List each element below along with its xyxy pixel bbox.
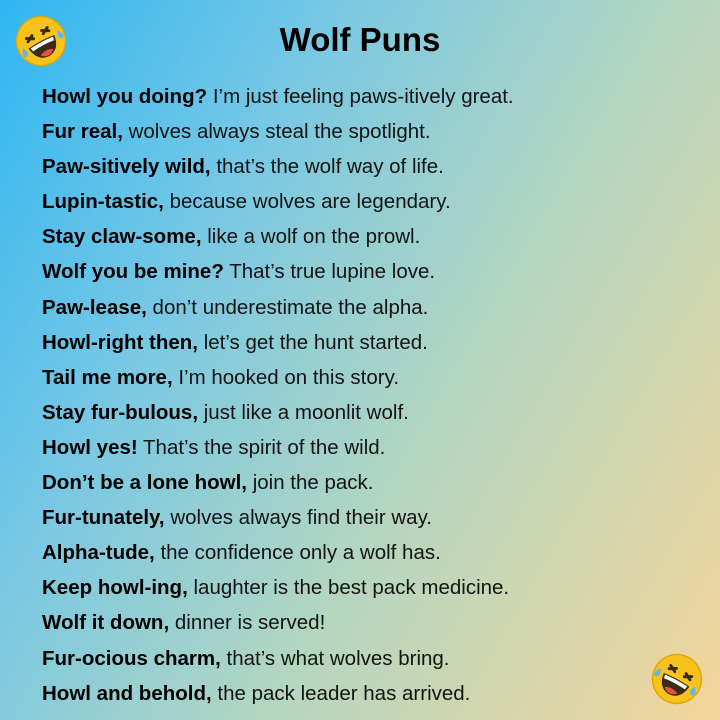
pun-item [42,254,702,289]
pun-lead: Keep howl-ing, [42,576,188,600]
pun-lead: Paw-sitively wild, [42,155,211,179]
pun-text: just like a moonlit wolf. [203,400,409,424]
pun-item [42,570,702,605]
pun-lead: Fur real, [42,120,123,144]
pun-text: that’s what wolves bring. [226,646,450,670]
pun-text: join the pack. [252,471,374,495]
pun-lead: Lupin-tastic, [42,190,164,214]
pun-text: I’m just feeling paws-itively great. [212,85,514,108]
pun-text: that’s the wolf way of life. [216,155,444,179]
pun-item [42,184,702,219]
pun-item [42,290,702,325]
pun-item [42,79,702,114]
pun-item [42,465,702,500]
pun-item [42,605,702,640]
pun-text: wolves always steal the spotlight. [128,120,431,144]
pun-item [42,676,702,711]
pun-item [42,325,702,360]
pun-item [42,500,702,535]
pun-lead: Fur-tunately, [42,506,165,530]
pun-lead: Howl yes! [42,435,138,459]
pun-lead: Stay fur-bulous, [42,400,199,424]
pun-lead: Wolf it down, [42,611,170,635]
pun-text: That’s the spirit of the wild. [143,435,386,459]
pun-item [42,395,702,430]
pun-text: the confidence only a wolf has. [160,541,441,565]
pun-list [42,79,702,711]
pun-text: let’s get the hunt started. [203,330,428,354]
pun-text: wolves always find their way. [170,506,432,530]
pun-text: don’t underestimate the alpha. [152,295,429,319]
pun-lead: Stay claw-some, [42,225,202,249]
pun-item [42,430,702,465]
pun-lead: Fur-ocious charm, [42,646,221,670]
pun-item [42,535,702,570]
pun-lead: Tail me more, [42,365,173,389]
pun-item [42,114,702,149]
pun-item [42,219,702,254]
pun-lead: Howl-right then, [42,330,199,354]
pun-text: That’s true lupine love. [229,260,436,284]
pun-text: like a wolf on the prowl. [207,225,421,249]
pun-lead: Don’t be a lone howl, [42,471,247,495]
pun-text: because wolves are legendary. [169,190,451,214]
pun-item [42,149,702,184]
pun-text: dinner is served! [174,611,326,635]
pun-item [42,360,702,395]
pun-item [42,641,702,676]
pun-lead: Paw-lease, [42,295,147,319]
pun-text: the pack leader has arrived. [217,681,471,705]
pun-text: laughter is the best pack medicine. [193,576,510,600]
rolling-laughing-emoji-icon [648,650,706,708]
pun-lead: Wolf you be mine? [42,260,224,284]
pun-lead: Alpha-tude, [42,541,155,565]
pun-text: I’m hooked on this story. [178,365,400,389]
page-title: Wolf Puns [279,21,441,58]
pun-lead: Howl and behold, [42,681,212,705]
pun-lead: Howl you doing? [42,85,208,108]
